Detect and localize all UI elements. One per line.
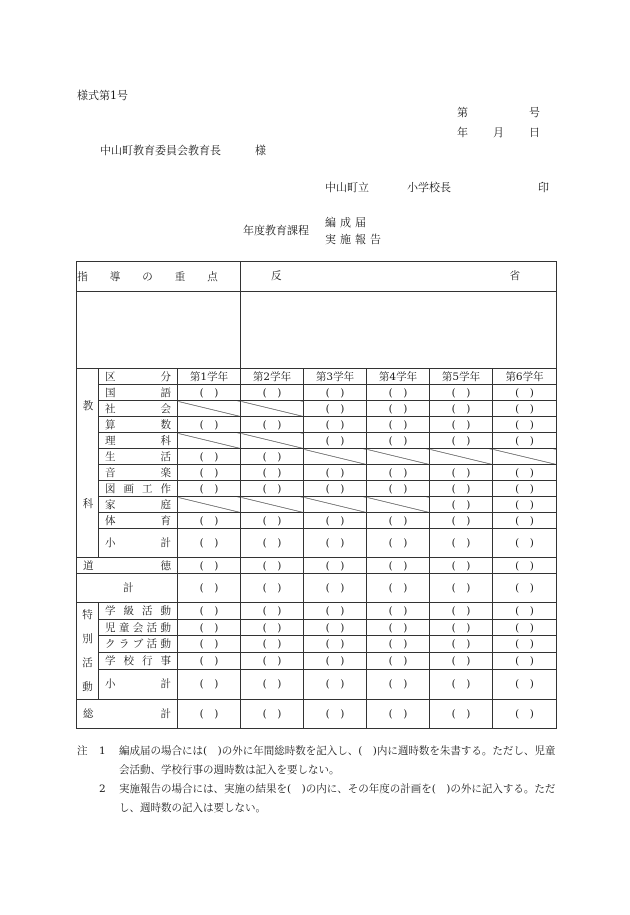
hours-cell[interactable]: ( )	[493, 481, 557, 497]
hours-cell[interactable]: ( )	[430, 653, 493, 670]
subject-row	[77, 513, 557, 529]
hours-cell[interactable]: ( )	[493, 603, 557, 620]
hours-cell[interactable]: ( )	[304, 433, 367, 449]
hours-cell[interactable]: ( )	[493, 417, 557, 433]
hours-cell[interactable]: ( )	[178, 558, 241, 574]
hours-cell[interactable]: ( )	[430, 417, 493, 433]
hours-cell[interactable]: ( )	[241, 558, 304, 574]
subject-name: 図画工作	[99, 481, 178, 497]
hours-cell[interactable]: ( )	[430, 619, 493, 636]
note-2	[77, 780, 557, 818]
hours-cell[interactable]: ( )	[304, 558, 367, 574]
hours-cell[interactable]: ( )	[367, 465, 430, 481]
note-text: 実施報告の場合には、実施の結果を( )の内に、その年度の計画を( )の外に記入する。ただし、週時数の記入は要しない。	[119, 783, 556, 814]
hours-cell[interactable]: ( )	[241, 603, 304, 620]
subject-row	[77, 417, 557, 433]
activity-name: 学校行事	[99, 653, 178, 670]
sender-title: 小学校長	[407, 181, 451, 194]
form-number: 様式第1号	[77, 89, 128, 102]
total-row	[77, 574, 557, 603]
not-applicable-cell	[493, 449, 557, 465]
not-applicable-cell	[241, 497, 304, 513]
subject-name: 算数	[99, 417, 178, 433]
hours-cell[interactable]: ( )	[430, 465, 493, 481]
hours-cell[interactable]: ( )	[304, 385, 367, 401]
special-activities-label: 特 別 活 動	[77, 603, 99, 700]
curriculum-table	[76, 261, 557, 729]
hours-cell[interactable]: ( )	[241, 619, 304, 636]
not-applicable-cell	[178, 497, 241, 513]
hours-cell[interactable]: ( )	[430, 433, 493, 449]
hours-cell[interactable]: ( )	[430, 513, 493, 529]
hours-cell[interactable]: ( )	[493, 513, 557, 529]
hours-cell[interactable]: ( )	[178, 653, 241, 670]
col-header-category: 区分	[99, 369, 178, 385]
doc-type-hensei: 編成届	[325, 216, 370, 229]
subtotal-label: 小計	[99, 529, 178, 558]
col-header-grade-6: 第6学年	[493, 369, 557, 385]
subject-name: 国語	[99, 385, 178, 401]
col-header-grade-5: 第5学年	[430, 369, 493, 385]
not-applicable-cell	[430, 449, 493, 465]
hours-cell[interactable]: ( )	[367, 603, 430, 620]
hours-cell[interactable]: ( )	[493, 433, 557, 449]
hours-cell[interactable]: ( )	[493, 636, 557, 653]
hours-cell[interactable]: ( )	[178, 481, 241, 497]
hours-cell[interactable]: ( )	[493, 619, 557, 636]
not-applicable-cell	[178, 401, 241, 417]
addressee: 中山町教育委員会教育長	[100, 144, 221, 157]
hours-cell[interactable]: ( )	[493, 465, 557, 481]
hours-cell[interactable]: ( )	[367, 433, 430, 449]
hours-cell[interactable]: ( )	[430, 700, 493, 729]
note-text: 編成届の場合には( )の外に年間総時数を記入し、( )内に週時数を朱書する。ただし、児童会活動、学校行事の週時数は記入を要しない。	[119, 745, 556, 776]
hours-cell[interactable]: ( )	[430, 497, 493, 513]
hours-cell[interactable]: ( )	[493, 574, 557, 603]
hours-cell[interactable]: ( )	[178, 700, 241, 729]
hours-cell[interactable]: ( )	[367, 385, 430, 401]
hours-cell[interactable]: ( )	[367, 574, 430, 603]
hours-cell[interactable]: ( )	[367, 513, 430, 529]
note-number: 2	[99, 783, 106, 795]
hours-cell[interactable]: ( )	[304, 529, 367, 558]
hours-cell[interactable]: ( )	[493, 653, 557, 670]
hours-cell[interactable]: ( )	[241, 700, 304, 729]
not-applicable-cell	[304, 449, 367, 465]
honorific: 様	[255, 144, 266, 157]
hours-cell[interactable]: ( )	[367, 558, 430, 574]
hours-cell[interactable]: ( )	[367, 481, 430, 497]
hours-cell[interactable]: ( )	[241, 636, 304, 653]
header-guidance-focus: 指導の重点	[77, 262, 241, 292]
hours-cell[interactable]: ( )	[493, 529, 557, 558]
hours-cell[interactable]: ( )	[178, 465, 241, 481]
subject-row	[77, 465, 557, 481]
hours-cell[interactable]: ( )	[178, 385, 241, 401]
header-reflection: 反 省	[241, 262, 557, 292]
hours-cell[interactable]: ( )	[241, 529, 304, 558]
hours-cell[interactable]: ( )	[304, 574, 367, 603]
hours-cell[interactable]: ( )	[304, 636, 367, 653]
sender-town: 中山町立	[325, 181, 369, 194]
hours-cell[interactable]: ( )	[367, 653, 430, 670]
hours-cell[interactable]: ( )	[241, 513, 304, 529]
hours-cell[interactable]: ( )	[304, 513, 367, 529]
hours-cell[interactable]: ( )	[178, 574, 241, 603]
activity-name: 学級活動	[99, 603, 178, 620]
subject-name: 音楽	[99, 465, 178, 481]
activity-row	[77, 653, 557, 670]
date-month: 月	[493, 126, 504, 139]
hours-cell[interactable]: ( )	[493, 669, 557, 699]
hours-cell[interactable]: ( )	[367, 619, 430, 636]
hours-cell[interactable]: ( )	[241, 574, 304, 603]
total-label: 計	[77, 574, 178, 603]
subject-row	[77, 401, 557, 417]
doc-number-suffix: 号	[529, 106, 540, 119]
note-1	[77, 742, 557, 780]
not-applicable-cell	[241, 433, 304, 449]
hours-cell[interactable]: ( )	[430, 385, 493, 401]
hours-cell[interactable]: ( )	[304, 481, 367, 497]
activity-name: クラブ活動	[99, 636, 178, 653]
activity-row	[77, 619, 557, 636]
hours-cell[interactable]: ( )	[178, 449, 241, 465]
hours-cell[interactable]: ( )	[493, 401, 557, 417]
hours-cell[interactable]: ( )	[367, 636, 430, 653]
col-header-grade-3: 第3学年	[304, 369, 367, 385]
doc-title-prefix: 年度教育課程	[243, 224, 309, 237]
moral-education-row	[77, 558, 557, 574]
subject-name: 体育	[99, 513, 178, 529]
hours-cell[interactable]: ( )	[178, 636, 241, 653]
hours-cell[interactable]: ( )	[178, 669, 241, 699]
hours-cell[interactable]: ( )	[178, 619, 241, 636]
hours-cell[interactable]: ( )	[493, 558, 557, 574]
not-applicable-cell	[367, 449, 430, 465]
hours-cell[interactable]: ( )	[493, 700, 557, 729]
hours-cell[interactable]: ( )	[178, 513, 241, 529]
hours-cell[interactable]: ( )	[493, 497, 557, 513]
hours-cell[interactable]: ( )	[241, 417, 304, 433]
not-applicable-cell	[367, 497, 430, 513]
hours-cell[interactable]: ( )	[367, 669, 430, 699]
grand-total-label: 総計	[77, 700, 178, 729]
grand-total-row	[77, 700, 557, 729]
hours-cell[interactable]: ( )	[304, 401, 367, 417]
hours-cell[interactable]: ( )	[241, 653, 304, 670]
not-applicable-cell	[241, 401, 304, 417]
subject-name: 生活	[99, 449, 178, 465]
hours-cell[interactable]: ( )	[178, 417, 241, 433]
hours-cell[interactable]: ( )	[430, 558, 493, 574]
hours-cell[interactable]: ( )	[367, 401, 430, 417]
hours-cell[interactable]: ( )	[367, 529, 430, 558]
hours-cell[interactable]: ( )	[430, 574, 493, 603]
subject-row	[77, 497, 557, 513]
hours-cell[interactable]: ( )	[430, 401, 493, 417]
hours-cell[interactable]: ( )	[304, 669, 367, 699]
hours-cell[interactable]: ( )	[304, 653, 367, 670]
activities-subtotal-row	[77, 669, 557, 699]
col-header-grade-2: 第2学年	[241, 369, 304, 385]
activity-row	[77, 603, 557, 620]
reflection-field[interactable]	[241, 292, 557, 369]
col-header-grade-1: 第1学年	[178, 369, 241, 385]
hours-cell[interactable]: ( )	[241, 449, 304, 465]
note-label: 注	[77, 745, 88, 757]
hours-cell[interactable]: ( )	[178, 529, 241, 558]
subject-row	[77, 449, 557, 465]
hours-cell[interactable]: ( )	[430, 636, 493, 653]
hours-cell[interactable]: ( )	[304, 700, 367, 729]
subtotal-label: 小計	[99, 669, 178, 699]
hours-cell[interactable]: ( )	[430, 669, 493, 699]
moral-education-label: 道徳	[77, 558, 178, 574]
activity-name: 児童会活動	[99, 619, 178, 636]
hours-cell[interactable]: ( )	[304, 417, 367, 433]
doc-number-prefix: 第	[457, 106, 468, 119]
not-applicable-cell	[304, 497, 367, 513]
subject-row	[77, 433, 557, 449]
note-number: 1	[99, 745, 106, 757]
hours-cell[interactable]: ( )	[304, 619, 367, 636]
hours-cell[interactable]: ( )	[241, 481, 304, 497]
guidance-focus-field[interactable]	[77, 292, 241, 369]
hours-cell[interactable]: ( )	[304, 603, 367, 620]
hours-cell[interactable]: ( )	[430, 481, 493, 497]
hours-cell[interactable]: ( )	[367, 417, 430, 433]
hours-cell[interactable]: ( )	[430, 603, 493, 620]
hours-cell[interactable]: ( )	[241, 669, 304, 699]
hours-cell[interactable]: ( )	[241, 385, 304, 401]
seal-mark: 印	[538, 181, 549, 194]
subject-name: 社会	[99, 401, 178, 417]
subject-name: 理科	[99, 433, 178, 449]
hours-cell[interactable]: ( )	[493, 385, 557, 401]
date-day: 日	[529, 126, 540, 139]
notes-section	[77, 742, 557, 818]
hours-cell[interactable]: ( )	[430, 529, 493, 558]
subject-row	[77, 385, 557, 401]
hours-cell[interactable]: ( )	[367, 700, 430, 729]
hours-cell[interactable]: ( )	[241, 465, 304, 481]
hours-cell[interactable]: ( )	[304, 465, 367, 481]
kyouka-label: 教 科	[77, 369, 99, 558]
hours-cell[interactable]: ( )	[178, 603, 241, 620]
doc-type-jisshi: 実施報告	[325, 233, 385, 246]
not-applicable-cell	[178, 433, 241, 449]
kyouka-subtotal-row	[77, 529, 557, 558]
date-year: 年	[457, 126, 468, 139]
col-header-grade-4: 第4学年	[367, 369, 430, 385]
subject-row	[77, 481, 557, 497]
subject-name: 家庭	[99, 497, 178, 513]
activity-row	[77, 636, 557, 653]
